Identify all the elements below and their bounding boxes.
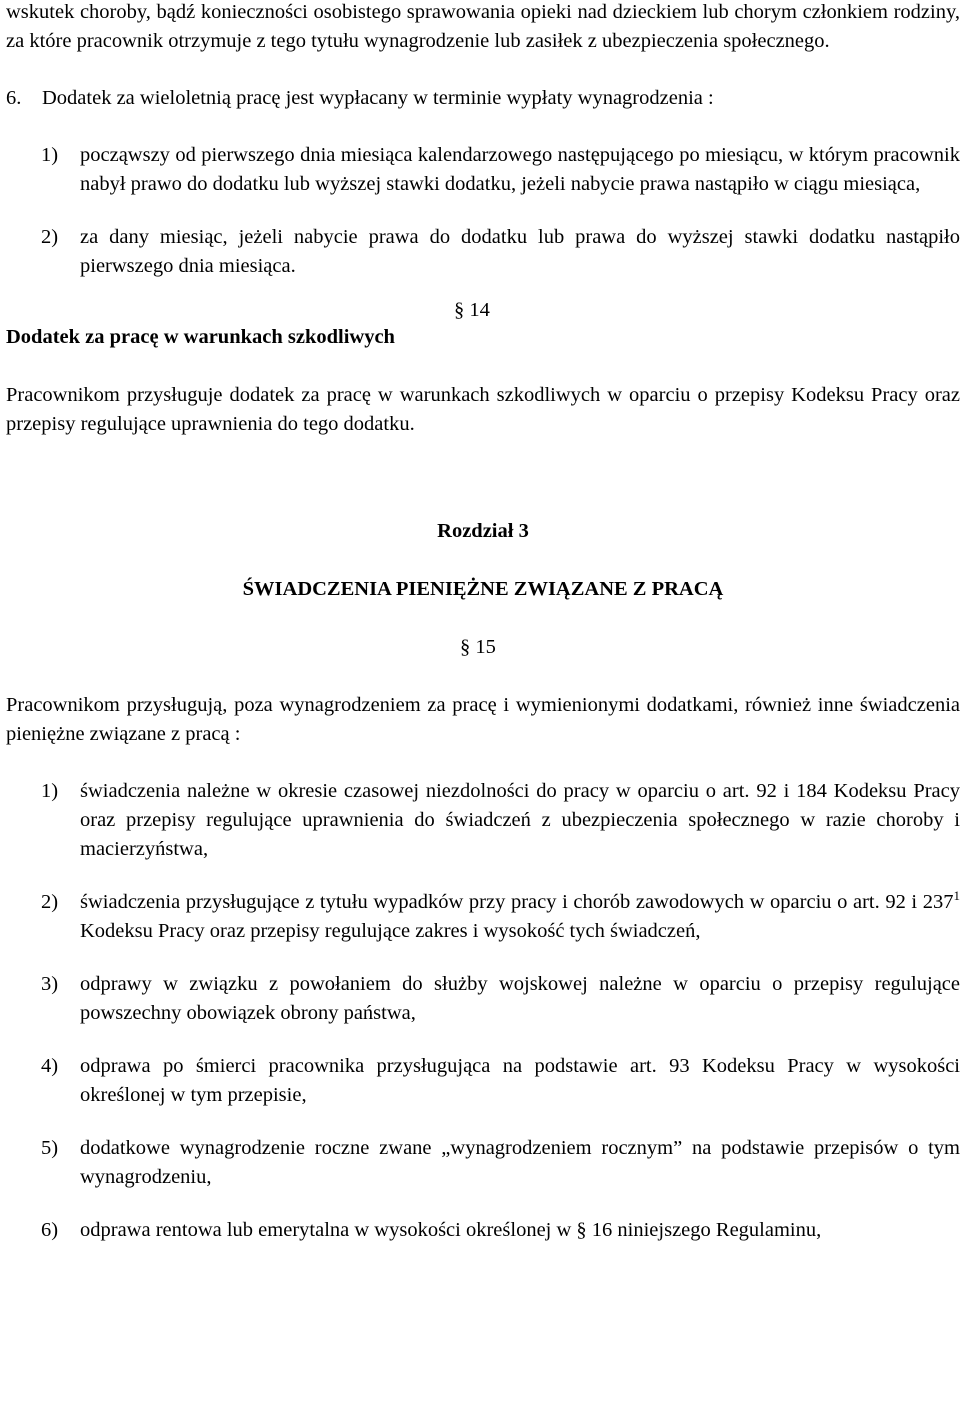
section-14-title: Dodatek za pracę w warunkach szkodliwych <box>6 326 395 348</box>
list-text-part: Kodeksu Pracy oraz przepisy regulujące zakres i wysokość tych świadczeń, <box>80 920 701 942</box>
list-number: 1) <box>41 144 59 166</box>
list-text: odprawa po śmierci pracownika przysługująca na podstawie art. 93 Kodeksu Pracy w wysokości określonej w tym przepisie, <box>80 1055 960 1106</box>
point-6-number: 6. <box>6 87 22 109</box>
list-number: 4) <box>41 1055 59 1077</box>
superscript: 1 <box>953 888 960 903</box>
list-number: 3) <box>41 973 59 995</box>
point-6 <box>6 84 960 113</box>
section-symbol-15: § 15 <box>460 636 496 658</box>
list-number: 5) <box>41 1137 59 1159</box>
section-15-item-1 <box>6 777 960 864</box>
section-15-item-5 <box>6 1134 960 1192</box>
chapter-title: ŚWIADCZENIA PIENIĘŻNE ZWIĄZANE Z PRACĄ <box>242 578 724 600</box>
list-text: odprawa rentowa lub emerytalna w wysokości określonej w § 16 niniejszego Regulaminu, <box>80 1219 822 1241</box>
list-number: 2) <box>41 891 59 913</box>
list-text: za dany miesiąc, jeżeli nabycie prawa do dodatku lub prawa do wyższej stawki dodatku nastąpiło pierwszego dnia miesiąca. <box>80 226 960 277</box>
list-number: 1) <box>41 780 59 802</box>
list-text: odprawy w związku z powołaniem do służby wojskowej należne w oparciu o przepisy regulujące powszechny obowiązek obrony państwa, <box>80 973 960 1024</box>
intro-paragraph: wskutek choroby, bądź konieczności osobistego sprawowania opieki nad dzieckiem lub chorym członkiem rodziny, za które pracownik otrzymuje z tego tytułu wynagrodzenie lub zasiłek z ubezpieczenia społecznego. <box>6 1 960 52</box>
section-15-item-3 <box>6 970 960 1028</box>
list-text: dodatkowe wynagrodzenie roczne zwane „wynagrodzeniem rocznym” na podstawie przepisów o tym wynagrodzeniu, <box>80 1137 960 1188</box>
section-15-item-4 <box>6 1052 960 1110</box>
section-15-item-2 <box>6 888 960 946</box>
section-15-text: Pracownikom przysługują, poza wynagrodzeniem za pracę i wymienionymi dodatkami, również inne świadczenia pieniężne związane z pracą : <box>6 694 960 745</box>
list-number: 2) <box>41 226 59 248</box>
list-number: 6) <box>41 1219 59 1241</box>
list-text: począwszy od pierwszego dnia miesiąca kalendarzowego następującego po miesiącu, w którym pracownik nabył prawo do dodatku lub wyższej stawki dodatku, jeżeli nabycie prawa nastąpiło w ciągu miesiąca, <box>80 144 960 195</box>
point-6-item-1 <box>6 141 960 199</box>
list-text: świadczenia należne w okresie czasowej niezdolności do pracy w oparciu o art. 92 i 184 Kodeksu Pracy oraz przepisy regulujące uprawnienia do świadczeń z ubezpieczenia społecznego w razie choroby i macierzyństwa, <box>80 780 960 860</box>
document-page <box>6 0 960 1245</box>
list-text-part: świadczenia przysługujące z tytułu wypadków przy pracy i chorób zawodowych w oparciu o art. 92 i 237 <box>80 891 954 913</box>
section-14-text: Pracownikom przysługuje dodatek za pracę w warunkach szkodliwych w oparciu o przepisy Kodeksu Pracy oraz przepisy regulujące uprawnienia do tego dodatku. <box>6 384 960 435</box>
section-symbol-14: § 14 <box>454 299 490 321</box>
chapter-label: Rozdział 3 <box>437 520 529 542</box>
point-6-text: Dodatek za wieloletnią pracę jest wypłacany w terminie wypłaty wynagrodzenia : <box>42 87 714 109</box>
list-text <box>80 888 960 946</box>
point-6-item-2 <box>6 223 960 281</box>
section-15-item-6 <box>6 1216 960 1245</box>
